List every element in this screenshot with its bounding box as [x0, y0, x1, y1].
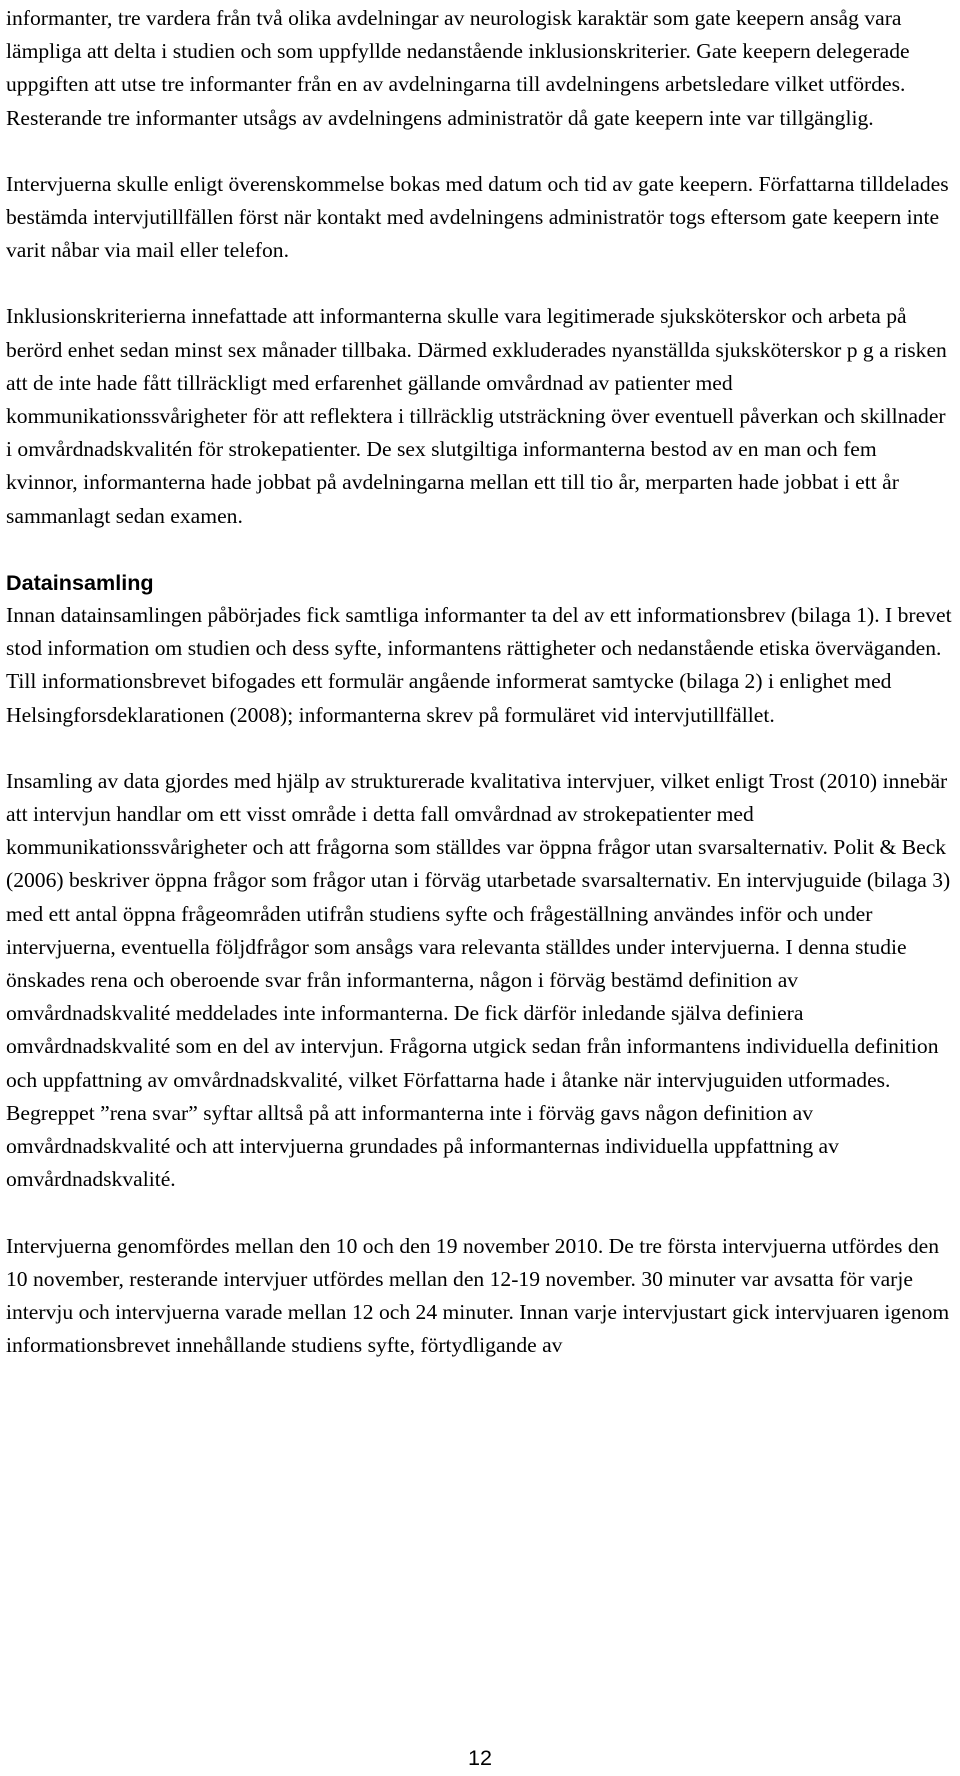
paragraph-informant-selection: informanter, tre vardera från två olika avdelningar av neurologisk karaktär som gate keepern ansåg vara lämpliga att delta i studien och som uppfyllde nedanstående inklusionskriterier. Gate keepern delegerade uppgiften att utse tre informanter från en av avdelningarna till avdelningens arbetsledare vilket utfördes. Resterande tre informanter utsågs av avdelningens administratör då gate keepern inte var tillgänglig.: [6, 6, 910, 130]
paragraph-data-collection-method: Insamling av data gjordes med hjälp av strukturerade kvalitativa intervjuer, vilket enligt Trost (2010) innebär att intervjun handlar om ett visst område i detta fall omvårdnad av strokepatienter med kommunikationssvårigheter och att frågorna som ställdes var öppna frågor utan svarsalternativ. Polit & Beck (2006) beskriver öppna frågor som frågor utan i förväg utarbetade svarsalternativ. En intervjuguide (bilaga 3) med ett antal öppna frågeområden utifrån studiens syfte och frågeställning användes inför och under intervjuerna, eventuella följdfrågor som ansågs vara relevanta ställdes under intervjuerna. I denna studie önskades rena och oberoende svar från informanterna, någon i förväg bestämd definition av omvårdnadskvalité meddelades inte informanterna. De fick därför inledande själva definiera omvårdnadskvalité som en del av intervjun. Frågorna utgick sedan från informantens individuella definition och uppfattning av omvårdnadskvalité, vilket Författarna hade i åtanke när intervjuguiden utformades. Begreppet ”rena svar” syftar alltså på att informanterna inte i förväg gavs någon definition av omvårdnadskvalité och att intervjuerna grundades på informanternas individuella uppfattning av omvårdnadskvalité.: [6, 768, 951, 1192]
page-number: 12: [467, 1745, 493, 1770]
paragraph-interview-booking: Intervjuerna skulle enligt överenskommelse bokas med datum och tid av gate keepern. Författarna tilldelades bestämda intervjutillfällen först när kontakt med avdelningens administratör togs eftersom gate keepern inte varit nåbar via mail eller telefon.: [6, 171, 949, 263]
paragraph-information-letter: Innan datainsamlingen påbörjades fick samtliga informanter ta del av ett informationsbrev (bilaga 1). I brevet stod information om studien och dess syfte, informantens rättigheter och nedanstående etiska överväganden. Till informationsbrevet bifogades ett formulär angående informerat samtycke (bilaga 2) i enlighet med Helsingforsdeklarationen (2008); informanterna skrev på formuläret vid intervjutillfället.: [6, 603, 952, 727]
paragraph-inclusion-criteria: Inklusionskriterierna innefattade att informanterna skulle vara legitimerade sjuksköterskor och arbeta på berörd enhet sedan minst sex månader tillbaka. Därmed exkluderades nyanställda sjuksköterskor p g a risken att de inte hade fått tillräckligt med erfarenhet gällande omvårdnad av patienter med kommunikationssvårigheter för att reflektera i tillräcklig utsträckning över eventuell påverkan och skillnader i omvårdnadskvalitén för strokepatienter. De sex slutgiltiga informanterna bestod av en man och fem kvinnor, informanterna hade jobbat på avdelningarna mellan ett till tio år, merparten hade jobbat i ett år sammanlagt sedan examen.: [6, 304, 947, 528]
section-heading-datainsamling: Datainsamling: [6, 569, 154, 595]
page-content: [6, 2, 952, 1362]
paragraph-interview-dates: Intervjuerna genomfördes mellan den 10 och den 19 november 2010. De tre första intervjuerna utfördes den 10 november, resterande intervjuer utfördes mellan den 12-19 november. 30 minuter var avsatta för varje intervju och intervjuerna varade mellan 12 och 24 minuter. Innan varje intervjustart gick intervjuaren igenom informationsbrevet innehållande studiens syfte, förtydligande av: [6, 1233, 950, 1358]
